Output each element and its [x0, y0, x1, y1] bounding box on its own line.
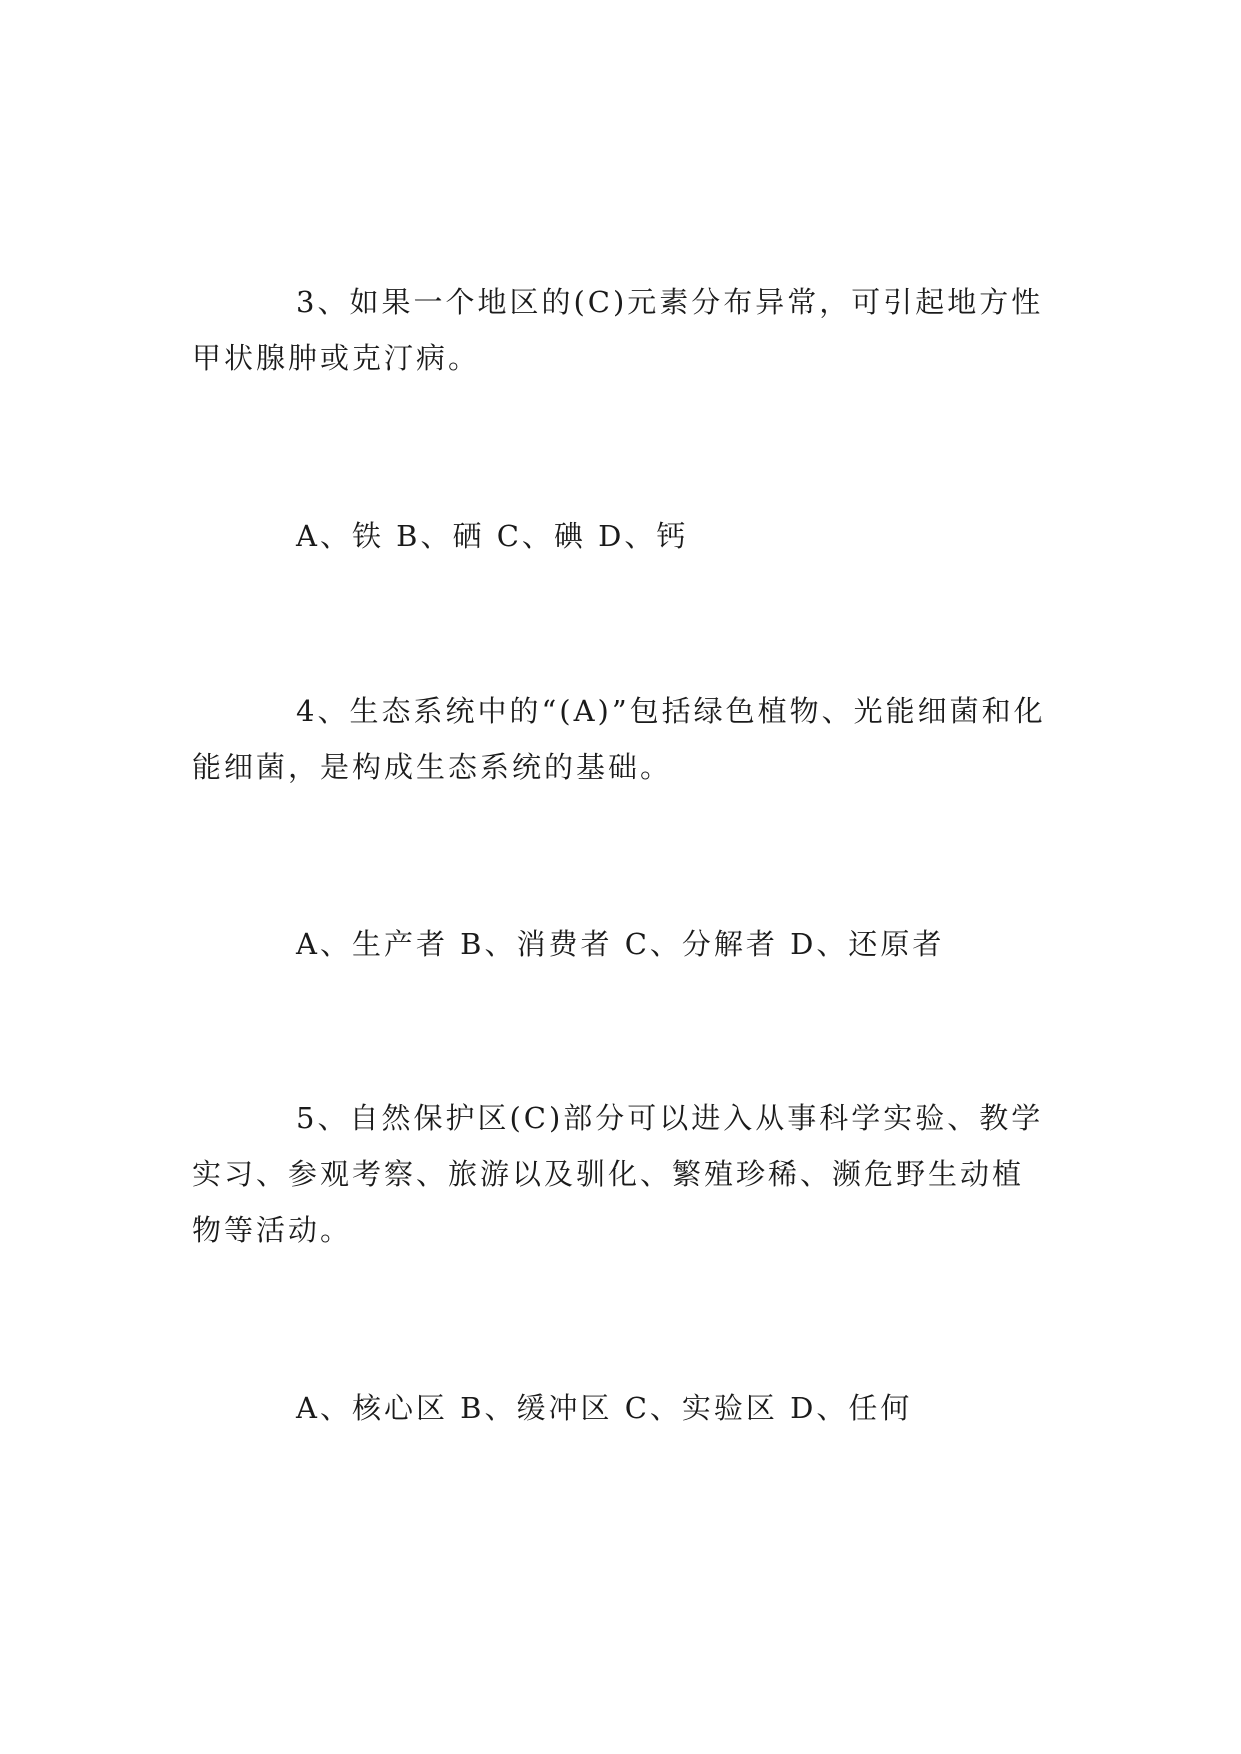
question-5-text: 5、自然保护区(C)部分可以进入从事科学实验、教学实习、参观考察、旅游以及驯化、繁殖珍稀、濒危野生动植物等活动。: [192, 1101, 1044, 1247]
question-5-options: A、核心区 B、缓冲区 C、实验区 D、任何: [296, 1391, 913, 1425]
question-4-options: A、生产者 B、消费者 C、分解者 D、还原者: [296, 927, 945, 961]
question-3-options: A、铁 B、硒 C、碘 D、钙: [296, 519, 689, 553]
question-4-text: 4、生态系统中的“(A)”包括绿色植物、光能细菌和化能细菌，是构成生态系统的基础。: [192, 694, 1046, 784]
question-3-text: 3、如果一个地区的(C)元素分布异常，可引起地方性甲状腺肿或克汀病。: [192, 285, 1044, 375]
